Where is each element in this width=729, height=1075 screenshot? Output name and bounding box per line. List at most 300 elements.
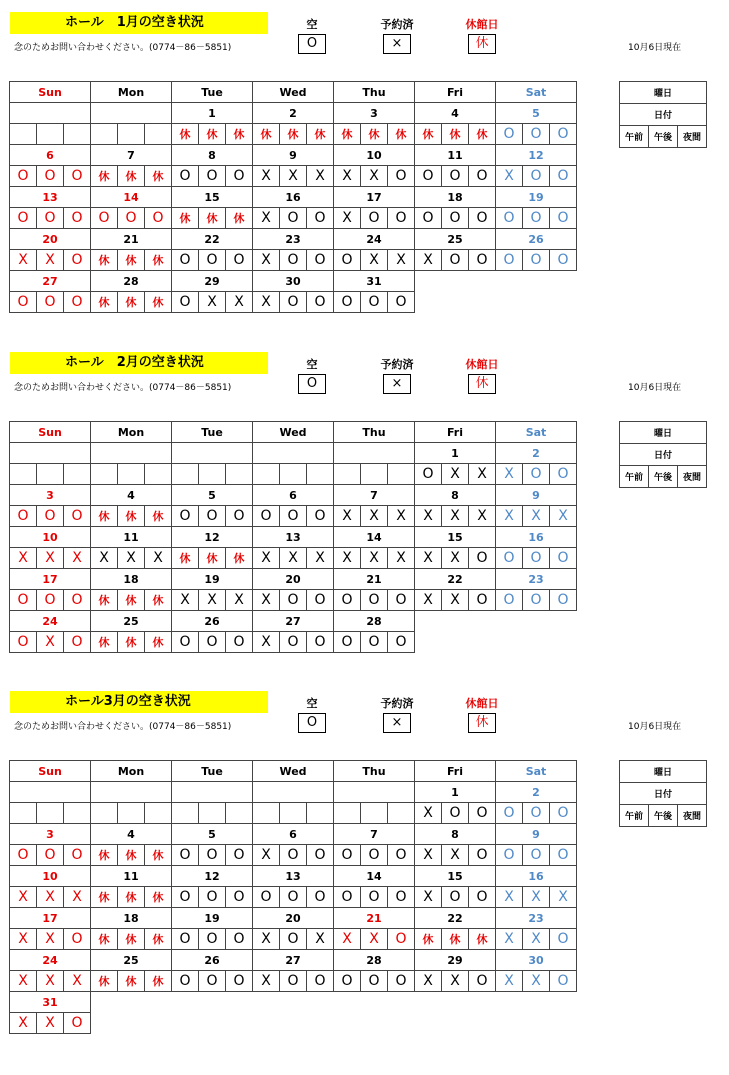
empty-slot-cell <box>550 632 577 653</box>
slot-row <box>10 464 577 485</box>
slot-cell: O <box>550 464 577 485</box>
slot-cell: O <box>388 208 415 229</box>
month-title: ホール 1月の空き状況 <box>10 12 268 34</box>
slot-cell: O <box>172 845 199 866</box>
empty-slot-cell <box>226 464 253 485</box>
slot-cell: O <box>550 845 577 866</box>
slot-cell: X <box>253 250 280 271</box>
empty-date-cell <box>10 443 91 464</box>
weekday-header: Thu <box>334 761 415 782</box>
date-cell: 13 <box>10 187 91 208</box>
weekday-header: Sun <box>10 761 91 782</box>
slot-cell: O <box>550 166 577 187</box>
slot-cell: O <box>172 506 199 527</box>
slot-cell: O <box>361 292 388 313</box>
slot-cell: O <box>64 1013 91 1034</box>
date-cell: 26 <box>172 611 253 632</box>
empty-slot-cell <box>469 292 496 313</box>
slot-cell: X <box>253 632 280 653</box>
slot-row <box>10 1013 577 1034</box>
legend-closed-label: 休館日 <box>465 697 499 710</box>
slot-cell: 休 <box>307 124 334 145</box>
slot-cell: X <box>253 166 280 187</box>
slot-cell: O <box>307 506 334 527</box>
empty-date-cell <box>496 271 577 292</box>
slot-row <box>10 292 577 313</box>
slot-cell: O <box>307 250 334 271</box>
date-cell: 25 <box>91 611 172 632</box>
slot-cell: O <box>37 506 64 527</box>
legend-vacant-label: 空 <box>306 358 318 371</box>
slot-row <box>10 250 577 271</box>
slot-cell: O <box>496 208 523 229</box>
slot-cell: X <box>496 506 523 527</box>
slot-cell: O <box>64 929 91 950</box>
slot-cell: 休 <box>118 632 145 653</box>
weekday-header: Mon <box>91 761 172 782</box>
date-cell: 22 <box>415 908 496 929</box>
date-cell: 9 <box>496 485 577 506</box>
slot-cell: O <box>10 845 37 866</box>
weekday-header: Tue <box>172 761 253 782</box>
slot-cell: O <box>361 971 388 992</box>
slot-cell: O <box>442 803 469 824</box>
slot-cell: X <box>64 548 91 569</box>
legend-closed-mark: 休 <box>468 713 496 733</box>
slot-cell: X <box>307 166 334 187</box>
slot-cell: O <box>334 292 361 313</box>
slot-cell: O <box>388 845 415 866</box>
slot-cell: O <box>496 250 523 271</box>
empty-slot-cell <box>361 1013 388 1034</box>
slot-cell: O <box>550 548 577 569</box>
date-cell: 27 <box>253 950 334 971</box>
slot-cell: 休 <box>334 124 361 145</box>
key-weekday-row <box>620 422 707 444</box>
key-slot: 夜間 <box>678 126 707 148</box>
slot-cell: X <box>523 929 550 950</box>
slot-cell: 休 <box>388 124 415 145</box>
legend-reserved-label: 予約済 <box>380 358 414 371</box>
slot-cell: 休 <box>145 292 172 313</box>
empty-slot-cell <box>523 1013 550 1034</box>
slot-cell: X <box>415 971 442 992</box>
slot-cell: 休 <box>469 929 496 950</box>
key-date: 日付 <box>620 444 707 466</box>
empty-date-cell <box>172 782 253 803</box>
slot-cell: O <box>10 166 37 187</box>
weekday-header: Thu <box>334 422 415 443</box>
slot-cell: X <box>280 166 307 187</box>
date-cell: 11 <box>415 145 496 166</box>
key-date: 日付 <box>620 783 707 805</box>
slot-cell: O <box>10 506 37 527</box>
empty-slot-cell <box>226 803 253 824</box>
slot-cell: O <box>226 506 253 527</box>
slot-cell: 休 <box>172 208 199 229</box>
empty-slot-cell <box>307 464 334 485</box>
slot-cell: O <box>523 548 550 569</box>
slot-cell: O <box>361 845 388 866</box>
empty-slot-cell <box>415 632 442 653</box>
slot-cell: 休 <box>145 250 172 271</box>
slot-cell: 休 <box>226 548 253 569</box>
slot-cell: X <box>415 887 442 908</box>
date-cell: 15 <box>415 866 496 887</box>
slot-cell: O <box>496 124 523 145</box>
slot-cell: O <box>469 590 496 611</box>
slot-cell: O <box>307 887 334 908</box>
weekday-header-row <box>10 761 577 782</box>
weekday-header: Sat <box>496 422 577 443</box>
slot-cell: 休 <box>145 929 172 950</box>
slot-cell: O <box>388 166 415 187</box>
date-cell: 12 <box>172 866 253 887</box>
key-date-row <box>620 783 707 805</box>
slot-row <box>10 971 577 992</box>
legend-key-table <box>619 421 707 488</box>
empty-date-cell <box>496 611 577 632</box>
key-slots-row <box>620 126 707 148</box>
slot-cell: O <box>334 971 361 992</box>
date-row <box>10 782 577 803</box>
slot-cell: O <box>550 929 577 950</box>
date-cell: 27 <box>10 271 91 292</box>
slot-cell: O <box>307 208 334 229</box>
slot-cell: X <box>226 590 253 611</box>
empty-slot-cell <box>361 803 388 824</box>
slot-cell: X <box>10 929 37 950</box>
slot-cell: X <box>334 506 361 527</box>
date-cell: 15 <box>172 187 253 208</box>
empty-date-cell <box>253 992 334 1013</box>
slot-cell: O <box>280 292 307 313</box>
date-cell: 17 <box>10 569 91 590</box>
weekday-header: Sun <box>10 82 91 103</box>
empty-slot-cell <box>469 632 496 653</box>
date-cell: 30 <box>253 271 334 292</box>
slot-cell: 休 <box>145 845 172 866</box>
slot-cell: O <box>523 250 550 271</box>
date-row <box>10 569 577 590</box>
empty-slot-cell <box>388 803 415 824</box>
slot-cell: 休 <box>226 208 253 229</box>
slot-cell: X <box>91 548 118 569</box>
empty-slot-cell <box>334 1013 361 1034</box>
empty-date-cell <box>253 443 334 464</box>
date-cell: 22 <box>415 569 496 590</box>
empty-slot-cell <box>10 803 37 824</box>
month-calendar <box>9 760 577 1034</box>
date-cell: 23 <box>496 908 577 929</box>
date-cell: 6 <box>253 824 334 845</box>
slot-cell: X <box>37 250 64 271</box>
slot-cell: X <box>415 845 442 866</box>
empty-slot-cell <box>91 124 118 145</box>
empty-slot-cell <box>496 292 523 313</box>
empty-slot-cell <box>37 803 64 824</box>
weekday-header: Fri <box>415 422 496 443</box>
slot-cell: O <box>307 632 334 653</box>
date-cell: 19 <box>172 908 253 929</box>
date-cell: 5 <box>496 103 577 124</box>
slot-row <box>10 590 577 611</box>
empty-slot-cell <box>253 1013 280 1034</box>
empty-date-cell <box>10 103 91 124</box>
slot-cell: X <box>550 887 577 908</box>
slot-cell: O <box>523 208 550 229</box>
date-row <box>10 950 577 971</box>
weekday-header: Wed <box>253 82 334 103</box>
slot-cell: X <box>442 464 469 485</box>
empty-slot-cell <box>37 124 64 145</box>
legend-closed-label: 休館日 <box>465 358 499 371</box>
slot-cell: O <box>226 971 253 992</box>
empty-slot-cell <box>361 464 388 485</box>
slot-cell: O <box>172 250 199 271</box>
slot-cell: 休 <box>91 632 118 653</box>
slot-cell: 休 <box>118 845 145 866</box>
slot-cell: X <box>10 548 37 569</box>
date-cell: 28 <box>334 950 415 971</box>
date-cell: 16 <box>496 866 577 887</box>
legend-vacant-mark: O <box>298 713 326 733</box>
date-cell: 11 <box>91 866 172 887</box>
date-cell: 21 <box>91 229 172 250</box>
key-slot: 夜間 <box>678 466 707 488</box>
date-cell: 15 <box>415 527 496 548</box>
slot-cell: O <box>361 887 388 908</box>
empty-slot-cell <box>307 803 334 824</box>
slot-cell: O <box>334 250 361 271</box>
slot-cell: X <box>37 1013 64 1034</box>
date-cell: 26 <box>172 950 253 971</box>
date-cell: 12 <box>172 527 253 548</box>
legend-vacant-mark: O <box>298 374 326 394</box>
slot-cell: X <box>550 506 577 527</box>
slot-cell: X <box>334 208 361 229</box>
empty-slot-cell <box>118 1013 145 1034</box>
slot-cell: O <box>388 971 415 992</box>
slot-cell: X <box>10 250 37 271</box>
date-row <box>10 187 577 208</box>
as-of-date: 10月6日現在 <box>628 43 682 53</box>
date-cell: 31 <box>334 271 415 292</box>
slot-cell: O <box>37 590 64 611</box>
slot-cell: 休 <box>91 292 118 313</box>
date-cell: 20 <box>253 908 334 929</box>
slot-cell: O <box>280 632 307 653</box>
empty-date-cell <box>415 611 496 632</box>
date-cell: 17 <box>334 187 415 208</box>
date-cell: 26 <box>496 229 577 250</box>
slot-cell: 休 <box>442 929 469 950</box>
empty-date-cell <box>334 782 415 803</box>
slot-cell: O <box>199 971 226 992</box>
date-cell: 23 <box>253 229 334 250</box>
slot-cell: X <box>415 590 442 611</box>
slot-cell: X <box>388 250 415 271</box>
slot-cell: X <box>199 590 226 611</box>
slot-cell: O <box>307 292 334 313</box>
slot-cell: O <box>253 506 280 527</box>
slot-cell: X <box>361 929 388 950</box>
slot-cell: X <box>199 292 226 313</box>
slot-cell: X <box>496 887 523 908</box>
slot-cell: O <box>307 971 334 992</box>
legend-reserved-mark: × <box>383 34 411 54</box>
slot-cell: O <box>550 590 577 611</box>
empty-slot-cell <box>280 803 307 824</box>
slot-cell: O <box>226 887 253 908</box>
month-calendar <box>9 81 577 313</box>
slot-cell: X <box>415 506 442 527</box>
slot-cell: O <box>172 887 199 908</box>
slot-cell: 休 <box>415 124 442 145</box>
slot-cell: X <box>496 929 523 950</box>
slot-cell: X <box>442 506 469 527</box>
date-cell: 13 <box>253 866 334 887</box>
date-row <box>10 271 577 292</box>
slot-cell: O <box>307 845 334 866</box>
date-cell: 10 <box>334 145 415 166</box>
empty-slot-cell <box>415 292 442 313</box>
date-cell: 16 <box>496 527 577 548</box>
slot-cell: X <box>415 548 442 569</box>
date-cell: 22 <box>172 229 253 250</box>
slot-cell: O <box>199 929 226 950</box>
date-cell: 27 <box>253 611 334 632</box>
date-cell: 9 <box>496 824 577 845</box>
slot-cell: O <box>523 124 550 145</box>
date-cell: 11 <box>91 527 172 548</box>
slot-cell: O <box>523 166 550 187</box>
slot-cell: X <box>496 971 523 992</box>
empty-date-cell <box>253 782 334 803</box>
key-slot: 午前 <box>620 805 649 827</box>
slot-cell: O <box>226 166 253 187</box>
slot-cell: X <box>415 250 442 271</box>
slot-cell: X <box>253 590 280 611</box>
slot-row <box>10 124 577 145</box>
slot-cell: O <box>172 632 199 653</box>
slot-cell: O <box>280 506 307 527</box>
slot-cell: X <box>10 1013 37 1034</box>
slot-cell: X <box>10 971 37 992</box>
slot-cell: O <box>64 632 91 653</box>
slot-cell: X <box>118 548 145 569</box>
slot-cell: O <box>442 250 469 271</box>
slot-cell: X <box>37 632 64 653</box>
slot-cell: X <box>388 506 415 527</box>
slot-cell: X <box>253 845 280 866</box>
slot-cell: O <box>172 929 199 950</box>
slot-cell: X <box>469 506 496 527</box>
date-cell: 18 <box>415 187 496 208</box>
slot-cell: 休 <box>172 124 199 145</box>
slot-cell: O <box>442 166 469 187</box>
weekday-header: Mon <box>91 82 172 103</box>
empty-slot-cell <box>118 464 145 485</box>
empty-date-cell <box>91 992 172 1013</box>
weekday-header: Wed <box>253 761 334 782</box>
empty-slot-cell <box>280 464 307 485</box>
empty-slot-cell <box>307 1013 334 1034</box>
slot-cell: O <box>253 887 280 908</box>
slot-cell: O <box>334 590 361 611</box>
slot-cell: 休 <box>199 124 226 145</box>
slot-cell: X <box>442 971 469 992</box>
empty-slot-cell <box>10 464 37 485</box>
date-cell: 1 <box>415 782 496 803</box>
slot-row <box>10 929 577 950</box>
slot-cell: O <box>280 208 307 229</box>
slot-cell: X <box>469 464 496 485</box>
slot-cell: O <box>10 208 37 229</box>
as-of-date: 10月6日現在 <box>628 383 682 393</box>
slot-cell: 休 <box>145 971 172 992</box>
legend-vacant-label: 空 <box>306 18 318 31</box>
date-cell: 14 <box>91 187 172 208</box>
empty-slot-cell <box>118 124 145 145</box>
slot-cell: 休 <box>118 250 145 271</box>
slot-cell: O <box>226 250 253 271</box>
slot-cell: O <box>199 845 226 866</box>
key-weekday-row <box>620 761 707 783</box>
slot-cell: O <box>469 845 496 866</box>
slot-cell: O <box>388 632 415 653</box>
date-cell: 24 <box>334 229 415 250</box>
slot-cell: O <box>64 250 91 271</box>
slot-row <box>10 632 577 653</box>
slot-cell: O <box>280 887 307 908</box>
date-cell: 12 <box>496 145 577 166</box>
date-cell: 13 <box>253 527 334 548</box>
slot-row <box>10 887 577 908</box>
slot-cell: O <box>64 506 91 527</box>
slot-row <box>10 208 577 229</box>
slot-cell: 休 <box>199 208 226 229</box>
date-cell: 16 <box>253 187 334 208</box>
slot-cell: 休 <box>118 590 145 611</box>
slot-cell: O <box>10 292 37 313</box>
slot-cell: 休 <box>361 124 388 145</box>
date-cell: 28 <box>91 271 172 292</box>
slot-cell: O <box>280 929 307 950</box>
slot-cell: O <box>307 590 334 611</box>
empty-date-cell <box>10 782 91 803</box>
date-cell: 5 <box>172 485 253 506</box>
slot-cell: X <box>334 929 361 950</box>
key-weekday: 曜日 <box>620 422 707 444</box>
slot-cell: 休 <box>415 929 442 950</box>
slot-cell: 休 <box>145 590 172 611</box>
date-cell: 2 <box>253 103 334 124</box>
weekday-header-row <box>10 82 577 103</box>
legend-reserved-label: 予約済 <box>380 18 414 31</box>
empty-slot-cell <box>469 1013 496 1034</box>
slot-cell: X <box>253 971 280 992</box>
weekday-header: Wed <box>253 422 334 443</box>
empty-date-cell <box>415 992 496 1013</box>
date-row <box>10 866 577 887</box>
contact-note: 念のためお問い合わせください。(0774－86－5851) <box>14 722 232 732</box>
date-cell: 30 <box>496 950 577 971</box>
key-slot: 午後 <box>649 805 678 827</box>
slot-cell: X <box>442 590 469 611</box>
slot-cell: O <box>334 632 361 653</box>
slot-cell: O <box>280 845 307 866</box>
